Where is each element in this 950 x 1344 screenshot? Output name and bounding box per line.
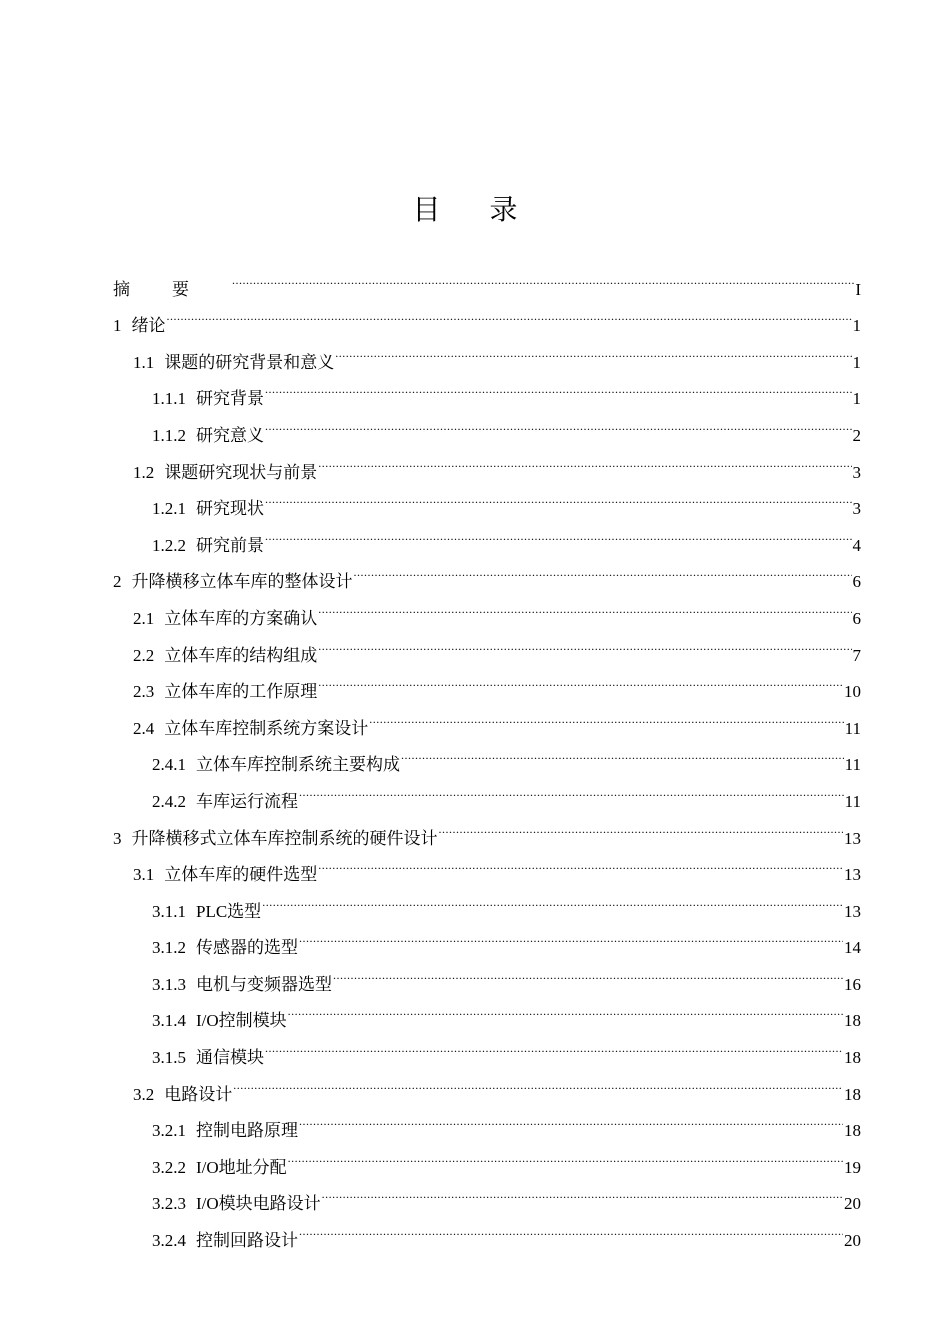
toc-page-number: I [855, 279, 861, 299]
toc-page-number: 20 [844, 1231, 861, 1251]
toc-entry-title: 课题的研究背景和意义 [164, 352, 335, 372]
toc-dot-leader [265, 368, 852, 405]
toc-dot-leader [262, 880, 843, 917]
toc-dot-leader [401, 734, 844, 771]
toc-entry-number: 3.2.4 [152, 1231, 186, 1251]
toc-entry-number: 2.4 [133, 718, 155, 738]
toc-dot-leader [167, 295, 852, 332]
toc-dot-leader [322, 1173, 843, 1210]
toc-dot-leader [333, 953, 843, 990]
toc-entry-number: 1.2.2 [152, 535, 186, 555]
toc-dot-leader [439, 807, 844, 844]
toc-entry-number: 2.4.2 [152, 791, 186, 811]
toc-entry-label [152, 1223, 298, 1260]
toc-page-number: 6 [852, 608, 861, 628]
toc-entry-title: 研究前景 [196, 535, 264, 555]
toc-entry-title: I/O控制模块 [196, 1011, 287, 1031]
toc-dot-leader [233, 1063, 843, 1100]
toc-entry-number: 3.1.3 [152, 974, 186, 994]
toc-page-number: 14 [844, 938, 861, 958]
toc-entry-title: 车库运行流程 [196, 791, 298, 811]
toc-entry-label [113, 308, 166, 345]
toc-entry-label [152, 930, 298, 967]
toc-entry-title: 电机与变频器选型 [196, 974, 332, 994]
toc-page-number: 3 [852, 462, 861, 482]
toc-dot-leader [288, 990, 843, 1027]
toc-dot-leader [299, 770, 844, 807]
toc-entry-label [133, 711, 368, 748]
toc-entry-title: 传感器的选型 [196, 938, 298, 958]
toc-entry-title: 研究现状 [196, 499, 264, 519]
toc-dot-leader [299, 917, 843, 954]
toc-entry-title: I/O模块电路设计 [196, 1194, 321, 1214]
toc-entry-number: 3.1.2 [152, 938, 186, 958]
toc-entry-title: 绪论 [131, 316, 166, 336]
toc-page-number: 3 [852, 499, 861, 519]
toc-entry-title: 控制回路设计 [196, 1231, 298, 1251]
toc-entry-number: 3.1.4 [152, 1011, 186, 1031]
toc-dot-leader [265, 478, 852, 515]
toc-entry-title: I/O地址分配 [196, 1157, 287, 1177]
toc-entry-number: 1.1 [133, 352, 155, 372]
toc-entry-number: 3.1.5 [152, 1048, 186, 1068]
toc-entry-label [152, 784, 298, 821]
toc-dot-leader [265, 1026, 843, 1063]
toc-entry-number: 3.1 [133, 865, 155, 885]
toc-entry-label [152, 894, 261, 931]
toc-entry-label [152, 418, 264, 455]
toc-page-number: 13 [844, 901, 861, 921]
toc-entry-label [152, 1113, 298, 1150]
toc-entry-title: 升降横移立体车库的整体设计 [131, 572, 353, 592]
toc-entry-title: 立体车库控制系统主要构成 [196, 755, 400, 775]
toc-dot-leader [318, 661, 843, 698]
toc-entry-number: 3.2.2 [152, 1157, 186, 1177]
toc-entry-title: 摘要 [113, 279, 231, 299]
toc-dot-leader [318, 587, 851, 624]
toc-dot-leader [232, 258, 854, 295]
toc-entry-number: 1.1.1 [152, 389, 186, 409]
toc-entry-title: PLC选型 [196, 901, 262, 921]
toc-entry-label [133, 1077, 232, 1114]
toc-entry-number: 1.2.1 [152, 499, 186, 519]
toc-entry-title: 升降横移式立体车库控制系统的硬件设计 [131, 828, 438, 848]
toc-entry-title: 电路设计 [164, 1084, 233, 1104]
toc-dot-leader [318, 844, 843, 881]
toc-entry-number: 1.2 [133, 462, 155, 482]
toc-entry-number: 1.1.2 [152, 425, 186, 445]
toc-dot-leader [265, 514, 852, 551]
toc-entry-number: 1 [113, 316, 122, 336]
toc-page-number: 11 [844, 755, 861, 775]
toc-entry-title: 研究背景 [196, 389, 264, 409]
toc-dot-leader [369, 697, 843, 734]
toc-page-number: 19 [844, 1157, 861, 1177]
toc-entry[interactable] [113, 258, 861, 299]
toc-entry-title: 控制电路原理 [196, 1121, 298, 1141]
toc-page-number: 2 [852, 425, 861, 445]
toc-entry-number: 2.3 [133, 682, 155, 702]
toc-entry-title: 立体车库的方案确认 [164, 608, 318, 628]
toc-dot-leader [318, 441, 851, 478]
toc-page-number: 1 [852, 316, 861, 336]
toc-entry-number: 3.2.1 [152, 1121, 186, 1141]
toc-entry-label [152, 1150, 287, 1187]
toc-entry-number: 3.2.3 [152, 1194, 186, 1214]
toc-entry-label [152, 1186, 321, 1223]
toc-page-number: 13 [844, 828, 861, 848]
toc-page-number: 4 [852, 535, 861, 555]
toc-page-number: 18 [844, 1048, 861, 1068]
toc-page-number: 1 [852, 389, 861, 409]
toc-dot-leader [318, 624, 851, 661]
page-title: 目 录 [412, 193, 538, 226]
toc-entry-number: 3.1.1 [152, 901, 186, 921]
toc-dot-leader [354, 551, 852, 588]
toc-entry-label [152, 528, 264, 565]
toc-entry-label [133, 601, 317, 638]
toc-entry-number: 3.2 [133, 1084, 155, 1104]
toc-dot-leader [288, 1136, 843, 1173]
toc-entry-label [113, 564, 353, 601]
toc-page-number: 1 [852, 352, 861, 372]
toc-entry-title: 立体车库的结构组成 [164, 645, 318, 665]
toc-entry-title: 课题研究现状与前景 [164, 462, 318, 482]
toc-page-number: 6 [852, 572, 861, 592]
toc-page-number: 18 [844, 1121, 861, 1141]
toc-entry-title: 通信模块 [196, 1048, 264, 1068]
toc-page-number: 11 [844, 718, 861, 738]
toc-entry-title: 立体车库控制系统方案设计 [164, 718, 369, 738]
toc-dot-leader [335, 331, 851, 368]
toc-entry-label [152, 491, 264, 528]
toc-dot-leader [299, 1209, 843, 1246]
toc-page-number: 11 [844, 791, 861, 811]
toc-dot-leader [265, 404, 852, 441]
toc-entry-number: 2.1 [133, 608, 155, 628]
toc-entry-title: 研究意义 [196, 425, 264, 445]
toc-entry-label [133, 638, 317, 675]
toc-entry-number: 2.4.1 [152, 755, 186, 775]
toc-entry-number: 2.2 [133, 645, 155, 665]
toc-page-number: 10 [844, 682, 861, 702]
toc-page-number: 18 [844, 1084, 861, 1104]
toc-entry[interactable] [113, 295, 861, 336]
toc-page-number: 20 [844, 1194, 861, 1214]
toc-entry-number: 3 [113, 828, 122, 848]
table-of-contents [113, 258, 861, 1251]
toc-entry[interactable] [113, 331, 861, 372]
toc-page-number: 13 [844, 865, 861, 885]
toc-entry-label [133, 674, 317, 711]
toc-entry-number: 2 [113, 572, 122, 592]
toc-dot-leader [299, 1100, 843, 1137]
toc-entry-title: 立体车库的硬件选型 [164, 865, 318, 885]
toc-entry-label [152, 381, 264, 418]
toc-page-number: 18 [844, 1011, 861, 1031]
toc-page-number: 7 [852, 645, 861, 665]
toc-entry-title: 立体车库的工作原理 [164, 682, 318, 702]
toc-page-number: 16 [844, 974, 861, 994]
